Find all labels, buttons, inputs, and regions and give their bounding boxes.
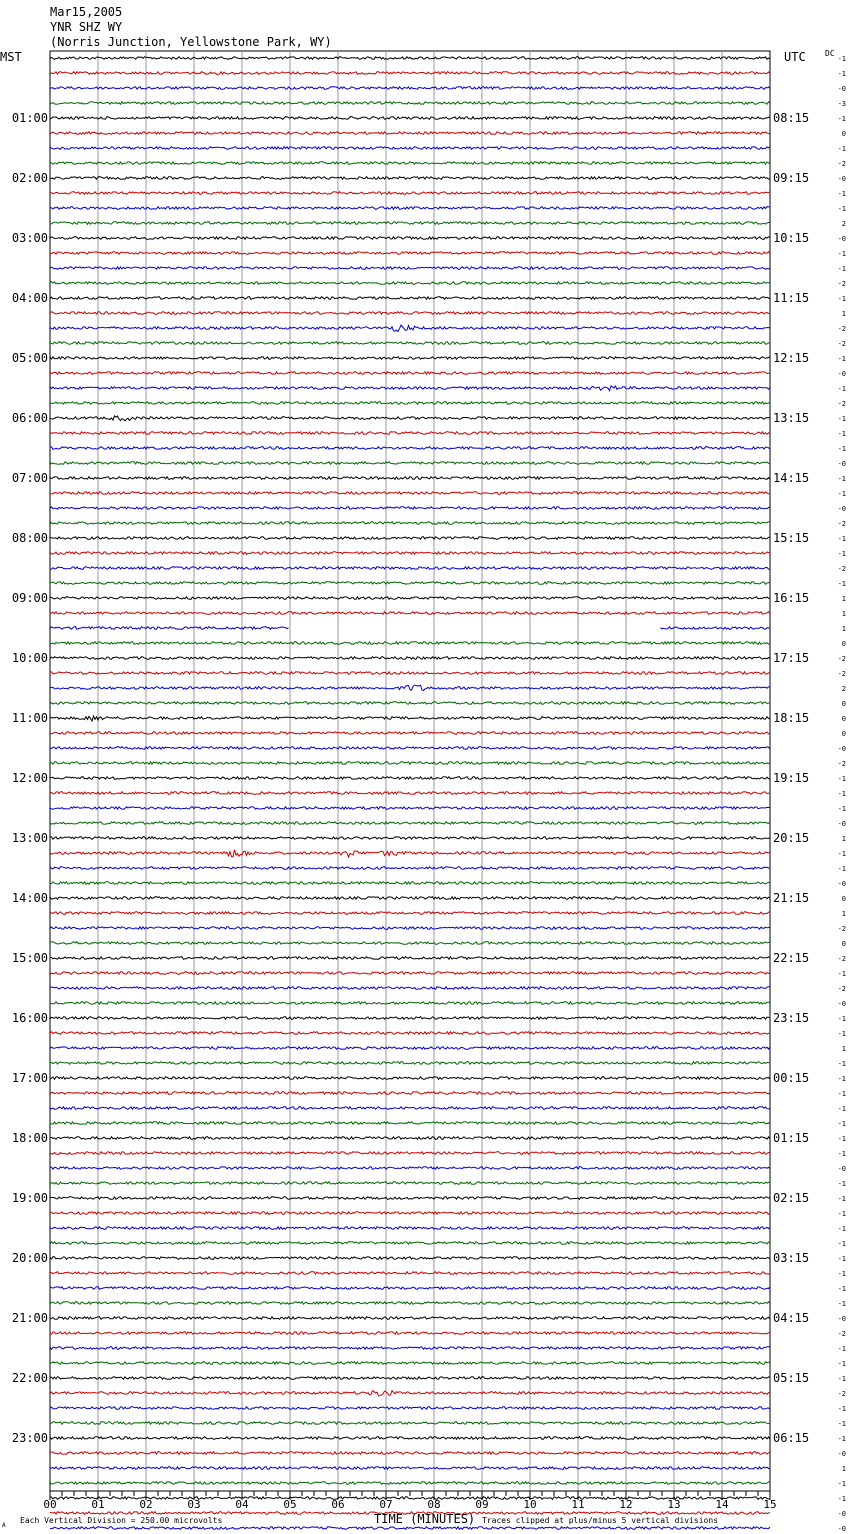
trace-line [50, 1272, 770, 1275]
utc-hour-label: 20:15 [773, 831, 810, 845]
dc-offset-label: -2 [837, 760, 846, 768]
dc-offset-label: 1 [841, 625, 846, 633]
trace-line [50, 102, 770, 105]
dc-offset-label: -1 [837, 1180, 846, 1188]
dc-offset-label: -1 [837, 1135, 846, 1143]
utc-hour-label: 03:15 [773, 1251, 810, 1265]
dc-offset-label: -0 [837, 460, 846, 468]
x-axis-label: TIME (MINUTES) [374, 1512, 476, 1526]
dc-offset-label: -0 [837, 820, 846, 828]
trace-line [50, 267, 770, 270]
trace-line [50, 1482, 770, 1485]
x-tick-label: 08 [427, 1498, 441, 1511]
dc-offset-label: 1 [841, 835, 846, 843]
dc-offset-label: -0 [837, 1165, 846, 1173]
trace-line [50, 1527, 770, 1530]
dc-offset-label: -2 [837, 925, 846, 933]
dc-offset-label: 0 [841, 130, 846, 138]
dc-offset-label: -1 [837, 550, 846, 558]
trace-line [50, 1017, 770, 1020]
dc-offset-label: -1 [837, 445, 846, 453]
dc-offset-label: -1 [837, 1150, 846, 1158]
mst-hour-label: 22:00 [11, 1371, 48, 1385]
dc-offset-label: -1 [837, 1015, 846, 1023]
header-station: YNR SHZ WY [50, 20, 123, 34]
trace-line [50, 1332, 770, 1335]
trace-line [50, 747, 770, 750]
utc-hour-label: 18:15 [773, 711, 810, 725]
dc-offset-label: -1 [837, 790, 846, 798]
dc-offset-label: -2 [837, 160, 846, 168]
mst-hour-label: 06:00 [11, 411, 48, 425]
trace-line [50, 1032, 770, 1035]
trace-line [50, 386, 770, 391]
trace-line [50, 1391, 770, 1396]
trace-line [50, 822, 770, 825]
trace-line [50, 177, 770, 180]
dc-offset-label: -1 [837, 1480, 846, 1488]
dc-offset-label: 1 [841, 910, 846, 918]
mst-hour-label: 11:00 [11, 711, 48, 725]
utc-hour-label: 10:15 [773, 231, 810, 245]
trace-line [50, 702, 770, 705]
dc-offset-label: 0 [841, 640, 846, 648]
trace-line [50, 972, 770, 975]
dc-offset-label: -0 [837, 1510, 846, 1518]
dc-offset-label: -1 [837, 1255, 846, 1263]
dc-offset-label: -1 [837, 475, 846, 483]
trace-line [50, 837, 770, 840]
dc-offset-label: -1 [837, 775, 846, 783]
dc-offset-label: -1 [837, 1405, 846, 1413]
dc-offset-label: -0 [837, 880, 846, 888]
dc-offset-label: -1 [837, 295, 846, 303]
utc-hour-label: 14:15 [773, 471, 810, 485]
trace-line [50, 1092, 770, 1095]
trace-line [50, 657, 770, 660]
trace-line [50, 522, 770, 525]
trace-line [50, 492, 770, 495]
mst-hour-label: 02:00 [11, 171, 48, 185]
utc-hour-label: 06:15 [773, 1431, 810, 1445]
trace-line [50, 416, 770, 421]
dc-offset-label: 0 [841, 730, 846, 738]
trace-line [50, 672, 770, 675]
dc-offset-label: -1 [837, 1420, 846, 1428]
dc-offset-label: -1 [837, 1495, 846, 1503]
mst-hour-label: 09:00 [11, 591, 48, 605]
utc-hour-label: 00:15 [773, 1071, 810, 1085]
dc-offset-label: -1 [837, 850, 846, 858]
dc-offset-label: -1 [837, 1270, 846, 1278]
dc-offset-label: -1 [837, 1105, 846, 1113]
dc-offset-label: 1 [841, 1045, 846, 1053]
dc-offset-label: -0 [837, 1000, 846, 1008]
trace-line [50, 762, 770, 765]
dc-offset-label: -2 [837, 955, 846, 963]
trace-line [50, 297, 770, 300]
dc-offset-label: -2 [837, 280, 846, 288]
mst-hour-label: 15:00 [11, 951, 48, 965]
dc-offset-label: -1 [837, 250, 846, 258]
utc-hour-label: 01:15 [773, 1131, 810, 1145]
utc-hour-label: 02:15 [773, 1191, 810, 1205]
trace-line [50, 1407, 770, 1410]
dc-offset-label: -1 [837, 490, 846, 498]
trace-line [50, 447, 770, 450]
trace-line [50, 57, 770, 60]
mst-hour-label: 16:00 [11, 1011, 48, 1025]
dc-offset-label: -1 [837, 1120, 846, 1128]
dc-offset-label: -0 [837, 1525, 846, 1533]
dc-offset-label: -1 [837, 55, 846, 63]
trace-line [50, 850, 770, 857]
dc-offset-label: -1 [837, 805, 846, 813]
trace-line [50, 1137, 770, 1140]
trace-line [50, 1212, 770, 1215]
trace-line [50, 582, 770, 585]
trace-line [661, 627, 771, 630]
dc-offset-label: -1 [837, 265, 846, 273]
dc-offset-label: -2 [837, 520, 846, 528]
x-tick-label: 15 [763, 1498, 777, 1511]
mst-hour-label: 14:00 [11, 891, 48, 905]
dc-offset-label: -1 [837, 430, 846, 438]
mst-hour-label: 20:00 [11, 1251, 48, 1265]
dc-offset-label: 2 [841, 685, 846, 693]
dc-offset-label: -0 [837, 175, 846, 183]
trace-line [50, 342, 770, 345]
trace-line [50, 372, 770, 375]
dc-offset-label: -1 [837, 580, 846, 588]
x-tick-label: 01 [91, 1498, 105, 1511]
mst-hour-label: 01:00 [11, 111, 48, 125]
dc-offset-label: -1 [837, 1375, 846, 1383]
utc-hour-label: 12:15 [773, 351, 810, 365]
trace-line [50, 1152, 770, 1155]
dc-offset-label: -1 [837, 1210, 846, 1218]
x-tick-label: 12 [619, 1498, 633, 1511]
x-tick-label: 00 [43, 1498, 57, 1511]
dc-offset-label: 1 [841, 610, 846, 618]
dc-offset-label: -0 [837, 505, 846, 513]
dc-offset-label: -1 [837, 385, 846, 393]
trace-line [50, 1362, 770, 1365]
dc-offset-label: -1 [837, 415, 846, 423]
trace-line [50, 792, 770, 795]
trace-line [50, 777, 770, 780]
mst-hour-label: 07:00 [11, 471, 48, 485]
dc-offset-label: -1 [837, 1030, 846, 1038]
dc-offset-label: -2 [837, 325, 846, 333]
trace-line [50, 1227, 770, 1230]
trace-line [50, 1302, 770, 1305]
dc-label: DC [825, 49, 835, 58]
trace-line [50, 1047, 770, 1050]
trace-line [50, 1437, 770, 1440]
trace-line [50, 1422, 770, 1425]
dc-offset-label: 2 [841, 220, 846, 228]
x-tick-label: 05 [283, 1498, 297, 1511]
dc-offset-label: -1 [837, 535, 846, 543]
dc-offset-label: 0 [841, 940, 846, 948]
mst-hour-label: 08:00 [11, 531, 48, 545]
mst-hour-label: 13:00 [11, 831, 48, 845]
header-date: Mar15,2005 [50, 5, 123, 19]
dc-offset-label: -1 [837, 115, 846, 123]
dc-offset-label: 1 [841, 595, 846, 603]
trace-line [50, 1107, 770, 1110]
mst-hour-label: 04:00 [11, 291, 48, 305]
dc-offset-label: -1 [837, 1225, 846, 1233]
mst-hour-label: 18:00 [11, 1131, 48, 1145]
x-tick-label: 04 [235, 1498, 249, 1511]
mst-hour-label: 10:00 [11, 651, 48, 665]
trace-line [50, 942, 770, 945]
trace-line [50, 732, 770, 735]
dc-offset-label: 1 [841, 310, 846, 318]
mst-hour-label: 17:00 [11, 1071, 48, 1085]
utc-hour-label: 16:15 [773, 591, 810, 605]
mst-hour-label: 05:00 [11, 351, 48, 365]
dc-offset-label: -1 [837, 1285, 846, 1293]
trace-line [50, 72, 770, 75]
trace-line [50, 597, 770, 600]
x-tick-label: 02 [139, 1498, 153, 1511]
trace-line [50, 252, 770, 255]
trace-line [50, 1467, 770, 1470]
dc-offset-label: -2 [837, 565, 846, 573]
trace-line [50, 807, 770, 810]
dc-offset-label: -2 [837, 1330, 846, 1338]
trace-line [50, 1242, 770, 1245]
dc-offset-label: -0 [837, 1315, 846, 1323]
x-tick-label: 03 [187, 1498, 201, 1511]
dc-offset-label: -1 [837, 1300, 846, 1308]
dc-offset-label: -0 [837, 235, 846, 243]
utc-hour-label: 17:15 [773, 651, 810, 665]
dc-offset-label: -2 [837, 340, 846, 348]
dc-offset-label: 0 [841, 700, 846, 708]
dc-offset-label: 1 [841, 1465, 846, 1473]
dc-offset-label: -0 [837, 745, 846, 753]
x-tick-label: 13 [667, 1498, 681, 1511]
trace-line [50, 237, 770, 240]
utc-hour-label: 21:15 [773, 891, 810, 905]
x-tick-label: 14 [715, 1498, 729, 1511]
trace-line [50, 282, 770, 285]
trace-line [50, 325, 770, 331]
utc-axis-label: UTC [784, 50, 806, 64]
seismic-traces [50, 57, 770, 1534]
dc-offset-label: -2 [837, 985, 846, 993]
dc-offset-label: -1 [837, 1345, 846, 1353]
utc-hour-label: 11:15 [773, 291, 810, 305]
dc-offset-label: 0 [841, 895, 846, 903]
utc-hour-label: 15:15 [773, 531, 810, 545]
trace-line [50, 87, 770, 90]
utc-hour-label: 23:15 [773, 1011, 810, 1025]
dc-offset-label: -1 [837, 145, 846, 153]
dc-offset-label: -1 [837, 355, 846, 363]
trace-line [50, 477, 770, 480]
trace-line [50, 567, 770, 570]
trace-line [50, 207, 770, 210]
trace-line [50, 507, 770, 510]
x-tick-label: 06 [331, 1498, 345, 1511]
mst-hour-label: 21:00 [11, 1311, 48, 1325]
dc-offset-label: -1 [837, 205, 846, 213]
trace-line [50, 1377, 770, 1380]
dc-offset-label: 0 [841, 715, 846, 723]
trace-line [50, 1122, 770, 1125]
utc-hour-label: 08:15 [773, 111, 810, 125]
trace-line [50, 312, 770, 315]
trace-line [50, 147, 770, 150]
utc-hour-label: 09:15 [773, 171, 810, 185]
scale-note: Each Vertical Division = 250.00 microvolts [20, 1516, 223, 1525]
trace-line [50, 1002, 770, 1005]
trace-line [50, 162, 770, 165]
x-tick-label: 11 [571, 1498, 585, 1511]
dc-offset-label: -3 [837, 100, 846, 108]
utc-hour-label: 04:15 [773, 1311, 810, 1325]
axis-labels [12, 55, 846, 1534]
mst-hour-label: 12:00 [11, 771, 48, 785]
trace-line [50, 642, 770, 645]
trace-line [50, 685, 770, 690]
dc-offset-label: -1 [837, 1435, 846, 1443]
utc-hour-label: 22:15 [773, 951, 810, 965]
trace-line [50, 357, 770, 360]
trace-line [50, 132, 770, 135]
clip-note: Traces clipped at plus/minus 5 vertical divisions [482, 1516, 719, 1525]
mst-hour-label: 03:00 [11, 231, 48, 245]
trace-line [50, 552, 770, 555]
trace-line [50, 432, 770, 435]
dc-offset-label: -2 [837, 655, 846, 663]
trace-line [50, 222, 770, 225]
corner-mark: A [2, 1522, 6, 1529]
trace-line [50, 912, 770, 915]
dc-offset-label: -1 [837, 1090, 846, 1098]
trace-line [50, 612, 770, 615]
dc-offset-label: -1 [837, 1195, 846, 1203]
mst-hour-label: 19:00 [11, 1191, 48, 1205]
utc-hour-label: 13:15 [773, 411, 810, 425]
trace-line [50, 1287, 770, 1290]
trace-line [50, 957, 770, 960]
trace-line [50, 927, 770, 930]
trace-line [50, 537, 770, 540]
dc-offset-label: -1 [837, 1075, 846, 1083]
x-tick-label: 07 [379, 1498, 393, 1511]
dc-offset-label: -1 [837, 1060, 846, 1068]
dc-offset-label: -0 [837, 1450, 846, 1458]
trace-line [50, 897, 770, 900]
trace-line [50, 1497, 770, 1500]
header-location: (Norris Junction, Yellowstone Park, WY) [50, 35, 332, 49]
dc-offset-label: -1 [837, 865, 846, 873]
x-tick-label: 09 [475, 1498, 489, 1511]
trace-line [50, 882, 770, 885]
utc-hour-label: 05:15 [773, 1371, 810, 1385]
trace-line [50, 987, 770, 990]
dc-offset-label: -1 [837, 970, 846, 978]
trace-line [50, 1182, 770, 1185]
trace-line [50, 716, 770, 721]
trace-line [50, 1062, 770, 1065]
dc-offset-label: -2 [837, 670, 846, 678]
utc-hour-label: 19:15 [773, 771, 810, 785]
trace-line [50, 1077, 770, 1080]
mst-hour-label: 23:00 [11, 1431, 48, 1445]
dc-offset-label: -1 [837, 1240, 846, 1248]
trace-line [50, 1197, 770, 1200]
mst-axis-label: MST [0, 50, 22, 64]
trace-line [50, 627, 289, 630]
trace-line [50, 1452, 770, 1455]
trace-line [50, 867, 770, 870]
trace-line [50, 192, 770, 195]
trace-line [50, 1317, 770, 1320]
dc-offset-label: -0 [837, 370, 846, 378]
trace-line [50, 1347, 770, 1350]
dc-offset-label: -1 [837, 70, 846, 78]
dc-offset-label: -1 [837, 190, 846, 198]
trace-line [50, 1167, 770, 1170]
trace-line [50, 402, 770, 405]
trace-line [50, 462, 770, 465]
x-tick-label: 10 [523, 1498, 537, 1511]
dc-offset-label: -2 [837, 400, 846, 408]
dc-offset-label: -1 [837, 1360, 846, 1368]
trace-line [50, 117, 770, 120]
trace-line [50, 1257, 770, 1260]
dc-offset-label: -0 [837, 85, 846, 93]
dc-offset-label: -2 [837, 1390, 846, 1398]
